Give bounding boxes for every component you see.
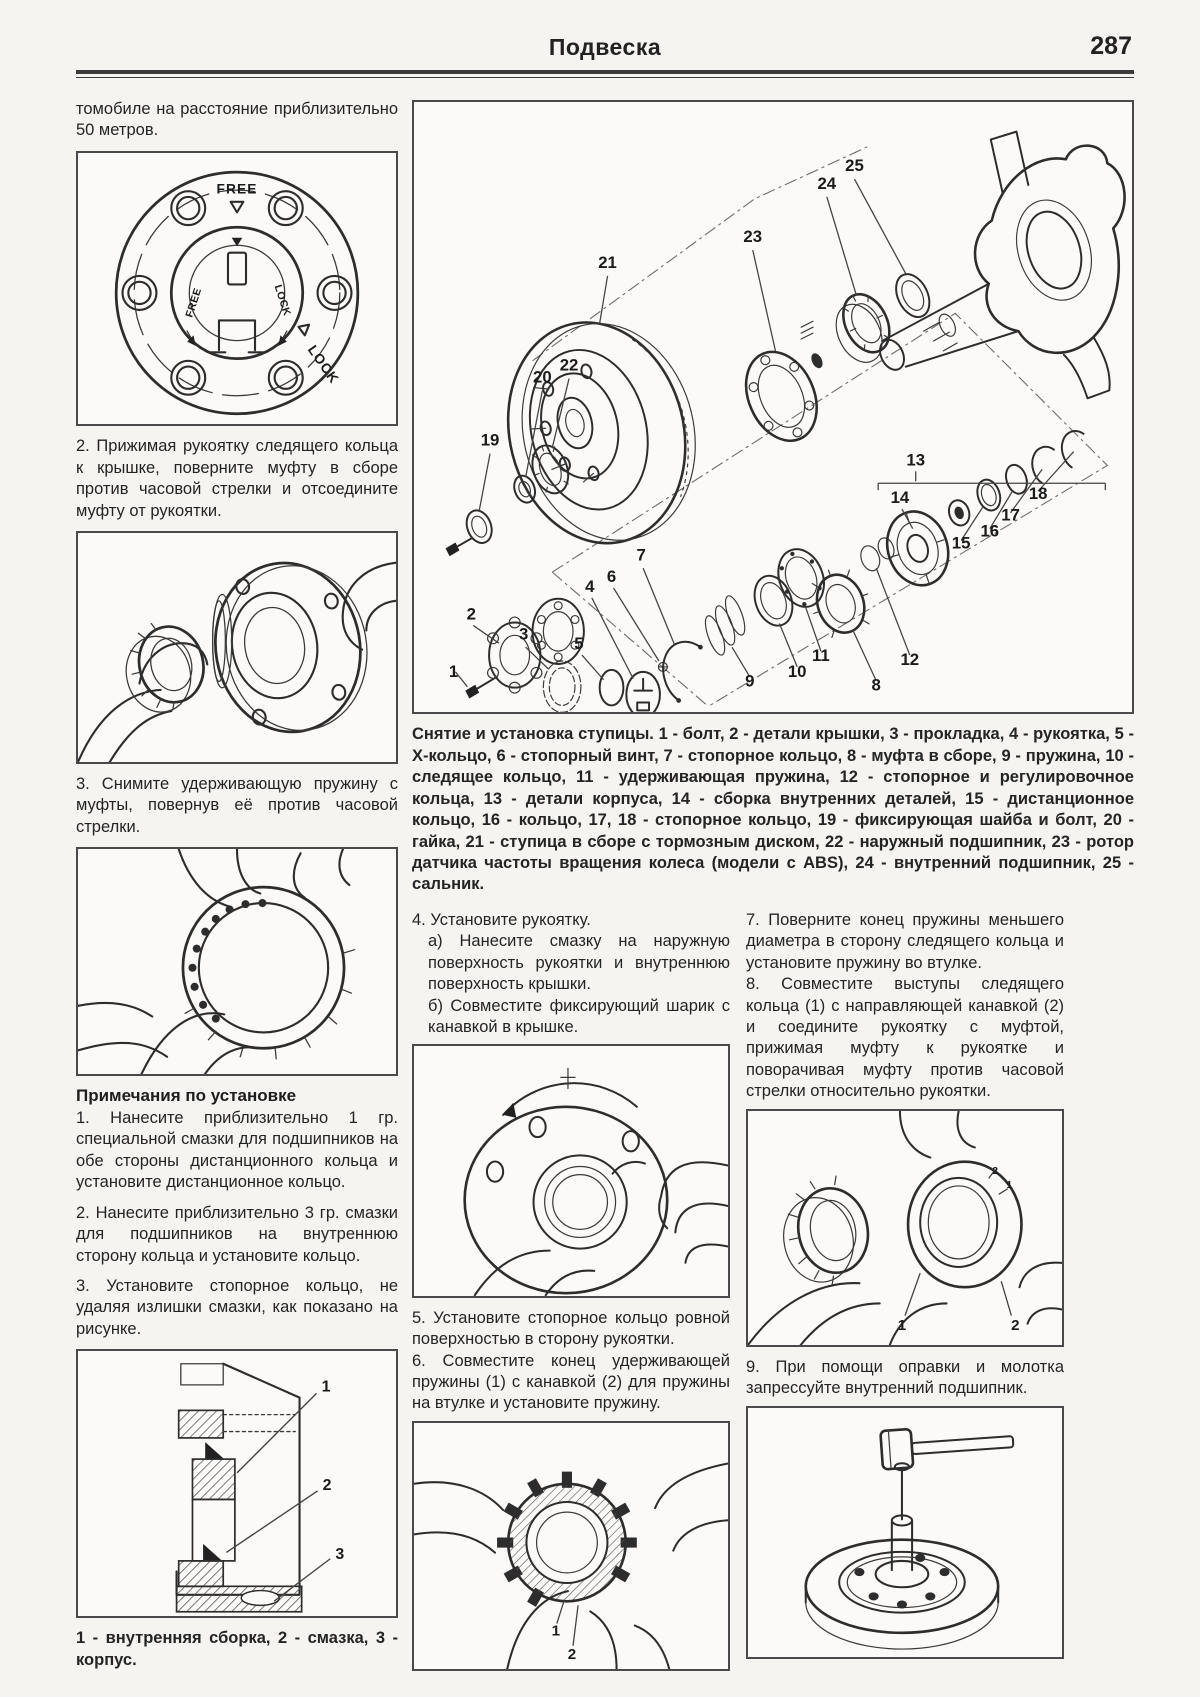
remove-spring-illustration (78, 849, 396, 1074)
main-figure-callout-11: 11 (812, 645, 830, 665)
step-5-text: 5. Установите стопорное кольцо ровной поверхностью в сторону рукоятки. (412, 1308, 730, 1349)
main-figure-callout-5: 5 (574, 634, 584, 654)
note-2-text: 2. Нанесите приблизительно 3 гр. смазки для подшипников на внутреннюю сторону кольца и установите кольцо. (76, 1203, 398, 1265)
figure-remove-clutch (76, 531, 398, 764)
main-figure-callout-21: 21 (598, 252, 617, 272)
main-figure-callout-25: 25 (845, 156, 864, 176)
main-figure-callout-6: 6 (606, 566, 617, 586)
page-content (76, 94, 1134, 1681)
main-figure-callout-22: 22 (559, 355, 579, 375)
main-figure-callout-7: 7 (636, 545, 646, 565)
press-bearing-illustration (748, 1408, 1062, 1657)
cross-section-callout-2: 2 (322, 1477, 332, 1495)
notes-heading: Примечания по установке (76, 1085, 297, 1105)
page-number: 287 (1090, 32, 1132, 60)
lock-label-outer: LOCK (304, 342, 342, 387)
intro-text: томобиле на расстояние приблизительно 50 метров. (76, 100, 398, 140)
join-clutch-illustration (748, 1111, 1062, 1345)
main-figure-callout-9: 9 (745, 671, 755, 691)
step-8-text: 8. Совместите выступы следящего кольца (1) с направляющей канавкой (2) и соедините рукоятку с муфтой, прижимая муфту к рукоятке и поворачивая муфту против часовой стрелки относительно рукоятки. (746, 975, 1064, 1101)
step-3-text: 3. Снимите удерживающую пружину с муфты, повернув её против часовой стрелки. (76, 774, 398, 836)
free-label-inner: FREE (183, 286, 205, 319)
main-figure-callout-15: 15 (951, 533, 971, 553)
spring-figure-callout-1: 1 (551, 1622, 561, 1640)
step-9-text: 9. При помощи оправки и молотка запрессуйте внутренний подшипник. (746, 1357, 1064, 1398)
figure-remove-spring (76, 847, 398, 1076)
step-4-text: 4. Установите рукоятку. (412, 910, 591, 929)
align-spring-illustration (414, 1423, 728, 1669)
figure-cross-section (76, 1349, 398, 1618)
main-figure-callout-19: 19 (480, 430, 500, 450)
main-figure-callout-20: 20 (533, 367, 552, 387)
lower-columns (412, 905, 1064, 1681)
main-figure-callout-18: 18 (1028, 484, 1048, 504)
figure-hub-dial (76, 151, 398, 426)
step-6-text: 6. Совместите конец удерживающей пружины (1) с канавкой (2) для пружины на втулке и установите пружину. (412, 1351, 730, 1413)
main-figure-callout-1: 1 (448, 661, 459, 681)
right-area (412, 94, 1134, 1681)
main-figure-caption: Снятие и установка ступицы. 1 - болт, 2 - детали крышки, 3 - прокладка, 4 - рукоятка, 5 - Х-кольцо, 6 - стопорный винт, 7 - стопорное кольцо, 8 - муфта в сборе, 9 - пружина, 10 - следящее кольцо, 11 - удерживающая пружина, 12 - стопорное и регулировочное кольца, 13 - детали корпуса, 14 - сборка внутренних деталей, 15 - дистанционное кольцо, 16 - кольцо, 17, 18 - стопорное кольцо, 19 - фиксирующая шайба и болт, 20 - гайка, 21 - ступица в сборе с тормозным диском, 22 - наружный подшипник, 23 - ротор датчика частоты вращения колеса (модели с ABS), 24 - внутренний подшипник, 25 - сальник. (412, 725, 1134, 894)
spring-figure-callout-2: 2 (567, 1645, 577, 1663)
main-figure-callout-10: 10 (787, 661, 807, 681)
figure-install-handle (412, 1044, 730, 1297)
main-figure-callout-8: 8 (871, 675, 881, 695)
install-handle-illustration (414, 1046, 728, 1295)
main-exploded-figure-svg (414, 102, 1132, 712)
cross-section-illustration (78, 1351, 396, 1616)
main-figure-callout-17: 17 (1001, 505, 1020, 525)
main-figure-callout-4: 4 (585, 576, 595, 596)
page-title: Подвеска (548, 34, 662, 60)
cross-section-callout-3: 3 (335, 1546, 345, 1564)
main-figure-callout-24: 24 (817, 173, 837, 193)
join-figure-small-callout-2: 2 (992, 1165, 998, 1177)
note-1-text: 1. Нанесите приблизительно 1 гр. специальной смазки для подшипников на обе стороны дистанционного кольца и установите дистанционное кольцо. (76, 1108, 398, 1192)
middle-column (412, 905, 730, 1681)
main-figure-callout-23: 23 (743, 227, 763, 247)
figure-join-clutch (746, 1109, 1064, 1347)
step-4a-text: а) Нанесите смазку на наружную поверхность рукоятки и внутреннюю поверхность крышки. (428, 932, 730, 994)
figure-press-bearing (746, 1406, 1064, 1659)
main-figure-callout-3: 3 (518, 624, 529, 644)
main-figure-callout-13: 13 (906, 450, 926, 470)
main-figure-callout-14: 14 (890, 487, 910, 507)
cross-section-caption: 1 - внутренняя сборка, 2 - смазка, 3 - корпус. (76, 1629, 398, 1669)
page-header (76, 34, 1134, 68)
note-3-text: 3. Установите стопорное кольцо, не удаляя излишки смазки, как показано на рисунке. (76, 1277, 398, 1338)
free-label-top: FREE (216, 181, 258, 197)
step-2-text: 2. Прижимая рукоятку следящего кольца к крышке, поверните муфту в сборе против часовой стрелки и отсоедините муфту от рукоятки. (76, 437, 398, 520)
hub-dial-illustration (78, 153, 396, 424)
left-column (76, 94, 398, 1680)
step-4b-text: б) Совместите фиксирующий шарик с канавкой в крышке. (428, 996, 730, 1037)
main-figure-callout-12: 12 (900, 649, 920, 669)
remove-clutch-illustration (78, 533, 396, 762)
right-column (746, 905, 1064, 1681)
cross-section-callout-1: 1 (321, 1378, 331, 1396)
main-figure-callout-16: 16 (980, 521, 1000, 541)
main-figure-callout-2: 2 (466, 604, 476, 624)
join-figure-callout-2: 2 (1011, 1316, 1020, 1334)
lock-label-inner: LOCK (271, 283, 293, 318)
header-rule (76, 70, 1134, 78)
join-figure-callout-1: 1 (897, 1316, 907, 1334)
figure-main-exploded (412, 100, 1134, 714)
figure-align-spring (412, 1421, 730, 1671)
join-figure-small-callout-1: 1 (1006, 1179, 1013, 1191)
step-7-text: 7. Поверните конец пружины меньшего диаметра в сторону следящего кольца и установите пружину во втулке. (746, 910, 1064, 972)
